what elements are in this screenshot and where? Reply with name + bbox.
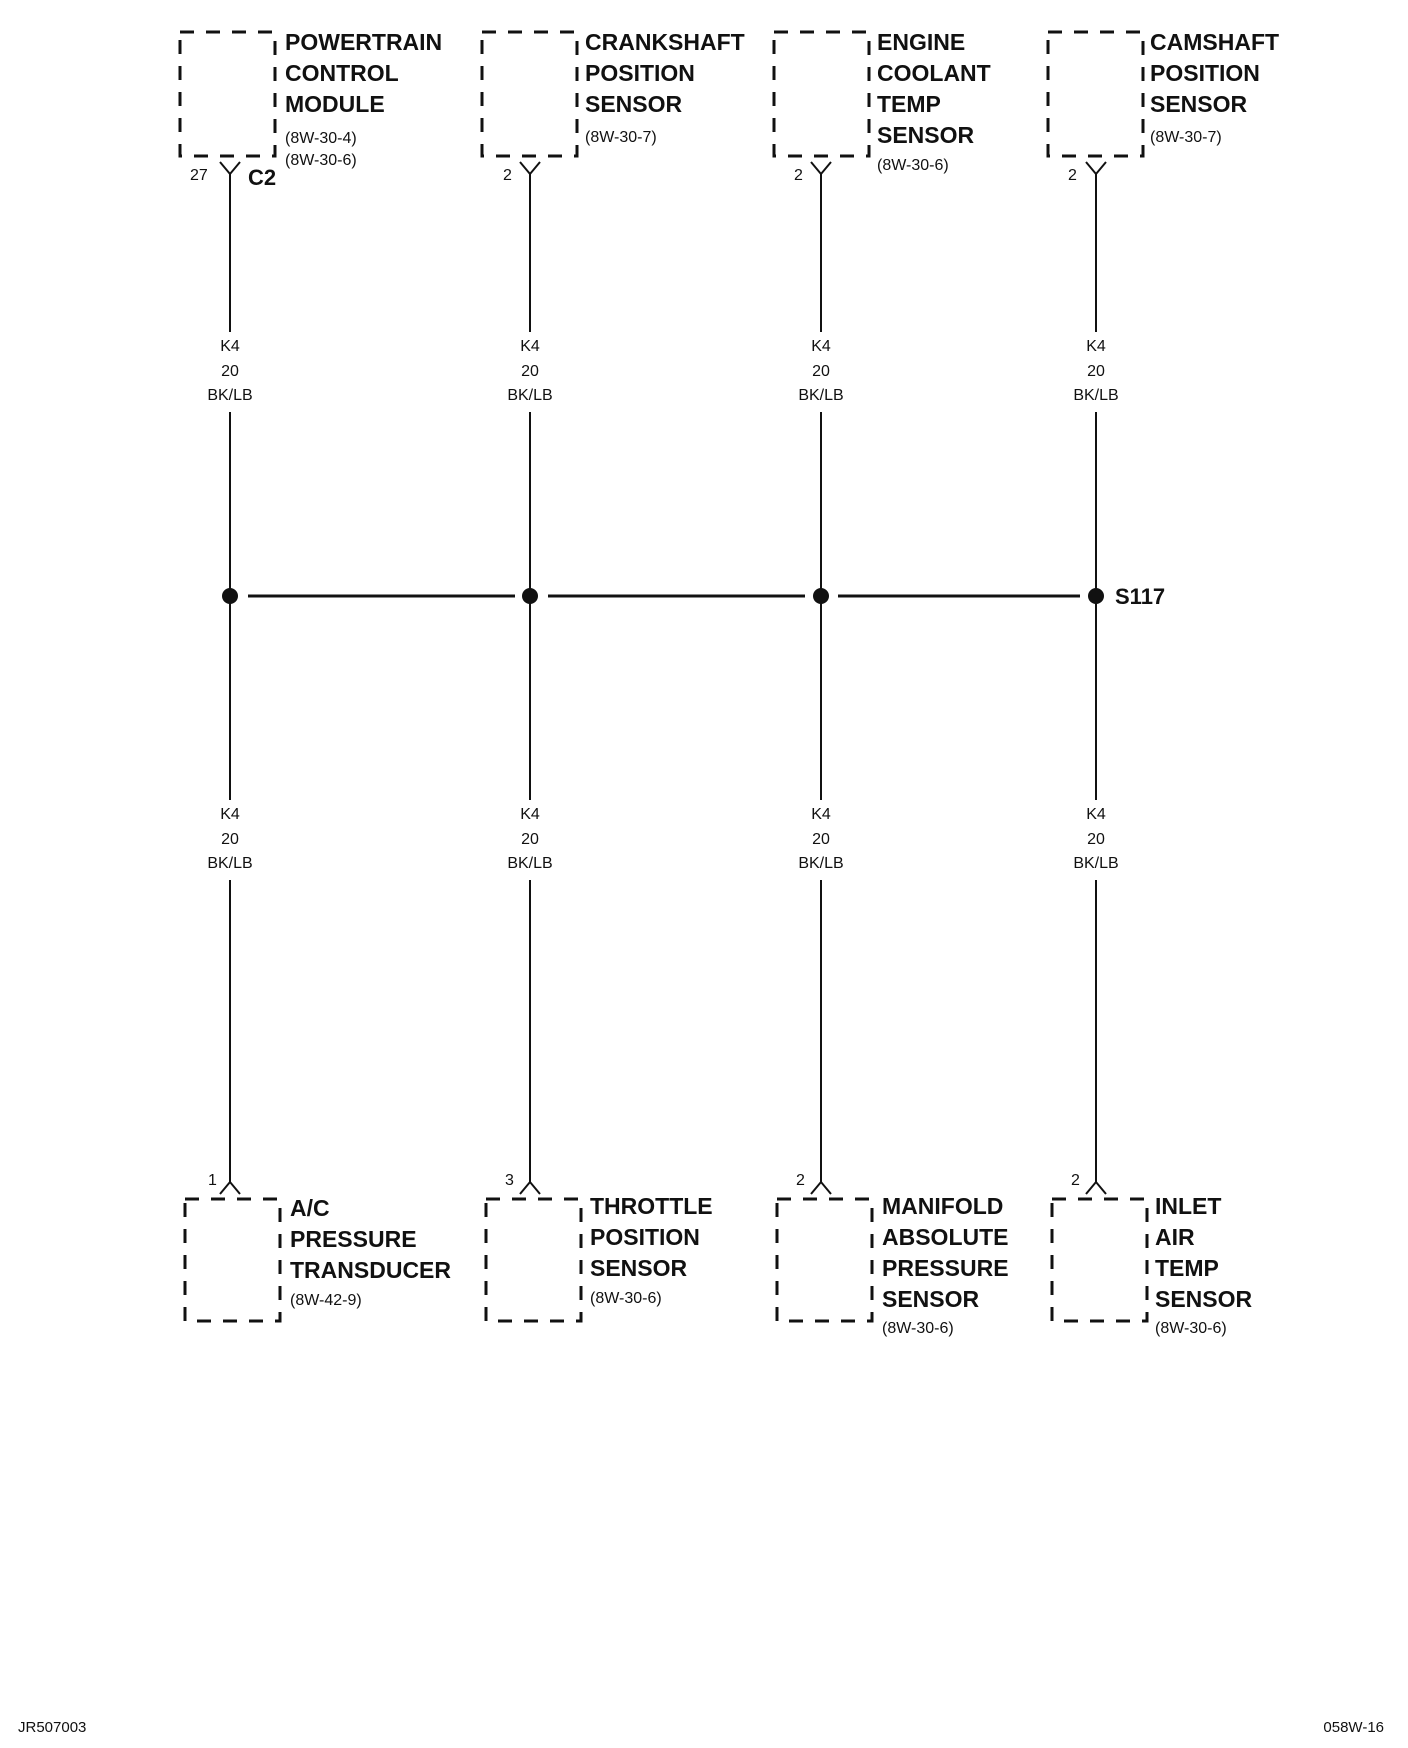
bottom-component-inlet-air-temp-sensor	[1052, 1172, 1253, 1337]
figure-id: JR507003	[18, 1719, 87, 1736]
component-name: SENSOR	[1150, 91, 1248, 117]
bottom-component-map-sensor	[777, 1172, 1009, 1337]
connector-id: C2	[248, 165, 277, 190]
lower-wires	[230, 596, 1096, 1182]
component-name: POSITION	[1150, 60, 1260, 86]
upper-wires	[230, 174, 1096, 596]
wire-color: BK/LB	[507, 387, 553, 404]
wire-gauge: 20	[812, 363, 830, 380]
component-name: TEMP	[877, 91, 941, 117]
component-name: SENSOR	[1155, 1286, 1253, 1312]
connector-terminal-icon	[220, 1182, 240, 1194]
component-name: ENGINE	[877, 29, 966, 55]
component-name: THROTTLE	[590, 1193, 713, 1219]
component-name: SENSOR	[882, 1286, 980, 1312]
component-name: PRESSURE	[290, 1226, 417, 1252]
component-name: SENSOR	[590, 1255, 688, 1281]
component-name: SENSOR	[877, 122, 975, 148]
connector-terminal-icon	[1086, 162, 1106, 174]
wire-gauge: 20	[521, 831, 539, 848]
wire-circuit: K4	[220, 338, 240, 355]
wire-circuit: K4	[520, 338, 540, 355]
component-name: CAMSHAFT	[1150, 29, 1280, 55]
component-name: PRESSURE	[882, 1255, 1009, 1281]
connector-terminal-icon	[811, 162, 831, 174]
upper-wire-labels	[207, 338, 1118, 404]
wire-circuit: K4	[811, 806, 831, 823]
connector-terminal-icon	[520, 1182, 540, 1194]
component-box	[185, 1199, 280, 1321]
wire-circuit: K4	[220, 806, 240, 823]
component-ref: (8W-30-7)	[1150, 129, 1222, 146]
component-box	[486, 1199, 581, 1321]
component-ref: (8W-42-9)	[290, 1292, 362, 1309]
connector-terminal-icon	[520, 162, 540, 174]
component-name: SENSOR	[585, 91, 683, 117]
component-box	[777, 1199, 872, 1321]
component-box	[774, 32, 869, 156]
component-box	[180, 32, 275, 156]
connector-terminal-icon	[220, 162, 240, 174]
pin-number: 2	[503, 167, 512, 184]
component-name: POWERTRAIN	[285, 29, 443, 55]
wire-gauge: 20	[812, 831, 830, 848]
connector-terminal-icon	[1086, 1182, 1106, 1194]
component-name: TRANSDUCER	[290, 1257, 451, 1283]
component-ref: (8W-30-6)	[1155, 1320, 1227, 1337]
pin-number: 2	[1071, 1172, 1080, 1189]
top-component-pcm	[180, 29, 442, 190]
wire-circuit: K4	[520, 806, 540, 823]
component-box	[1048, 32, 1143, 156]
wire-circuit: K4	[1086, 338, 1106, 355]
top-component-camshaft-sensor	[1048, 29, 1279, 184]
component-name: INLET	[1155, 1193, 1222, 1219]
component-name: AIR	[1155, 1224, 1195, 1250]
pin-number: 2	[1068, 167, 1077, 184]
component-box	[1052, 1199, 1147, 1321]
component-name: ABSOLUTE	[882, 1224, 1009, 1250]
component-ref: (8W-30-4)	[285, 130, 357, 147]
bottom-component-throttle-position-sensor	[486, 1172, 713, 1321]
component-name: MODULE	[285, 91, 385, 117]
wire-color: BK/LB	[507, 855, 553, 872]
component-name: TEMP	[1155, 1255, 1219, 1281]
component-name: POSITION	[590, 1224, 700, 1250]
wire-gauge: 20	[221, 363, 239, 380]
wire-color: BK/LB	[798, 855, 844, 872]
lower-wire-labels	[207, 806, 1118, 872]
wire-gauge: 20	[1087, 363, 1105, 380]
wire-color: BK/LB	[1073, 387, 1119, 404]
component-ref: (8W-30-7)	[585, 129, 657, 146]
component-ref: (8W-30-6)	[590, 1290, 662, 1307]
wire-circuit: K4	[1086, 806, 1106, 823]
component-name: POSITION	[585, 60, 695, 86]
pin-number: 27	[190, 167, 208, 184]
top-component-coolant-temp-sensor	[774, 29, 991, 184]
page-number: 058W-16	[1323, 1719, 1384, 1736]
pin-number: 3	[505, 1172, 514, 1189]
component-ref: (8W-30-6)	[882, 1320, 954, 1337]
wire-gauge: 20	[1087, 831, 1105, 848]
component-ref: (8W-30-6)	[285, 152, 357, 169]
component-name: A/C	[290, 1195, 330, 1221]
wire-color: BK/LB	[207, 387, 253, 404]
wire-gauge: 20	[521, 363, 539, 380]
wire-color: BK/LB	[207, 855, 253, 872]
connector-terminal-icon	[811, 1182, 831, 1194]
wire-circuit: K4	[811, 338, 831, 355]
component-name: CONTROL	[285, 60, 399, 86]
wire-gauge: 20	[221, 831, 239, 848]
component-name: COOLANT	[877, 60, 991, 86]
component-box	[482, 32, 577, 156]
component-name: CRANKSHAFT	[585, 29, 745, 55]
splice-bus	[222, 584, 1165, 609]
wire-color: BK/LB	[1073, 855, 1119, 872]
top-component-crankshaft-sensor	[482, 29, 745, 184]
bottom-component-ac-pressure-transducer	[185, 1172, 451, 1321]
component-name: MANIFOLD	[882, 1193, 1004, 1219]
pin-number: 2	[794, 167, 803, 184]
splice-label: S117	[1115, 584, 1166, 609]
pin-number: 1	[208, 1172, 217, 1189]
pin-number: 2	[796, 1172, 805, 1189]
wire-color: BK/LB	[798, 387, 844, 404]
component-ref: (8W-30-6)	[877, 157, 949, 174]
